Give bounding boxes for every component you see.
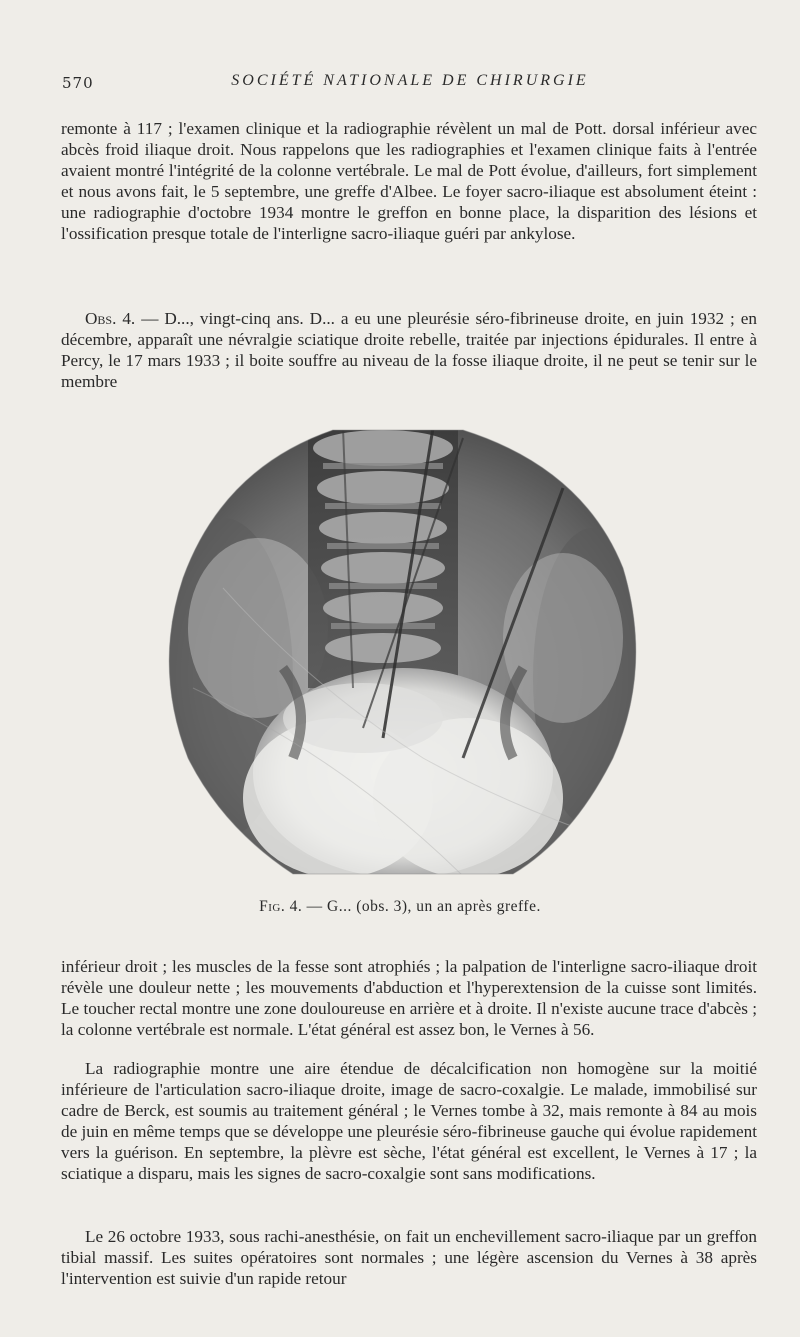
paragraph-continuation: remonte à 117 ; l'examen clinique et la radiographie révèlent un mal de Pott. dorsal inférieur avec abcès froid iliaque droit. Nous rappelons que les radiographies et l'examen clinique faits à l'entrée avaient montré l'intégrité de la colonne vertébrale. Le mal de Pott évolue, d'ailleurs, fort simplement et nous avons fait, le 5 septembre, une greffe d'Albee. Le foyer sacro-iliaque est absolument éteint : une radiographie d'octobre 1934 montre le greffon en bonne place, la disparition des lésions et l'ossification presque totale de l'interligne sacro-iliaque guéri par ankylose. bbox=[61, 119, 757, 243]
paragraph-operation: Le 26 octobre 1933, sous rachi-anesthésie, on fait un enchevillement sacro-iliaque par un greffon tibial massif. Les suites opératoires sont normales ; une légère ascension du Vernes à 38 après l'intervention est suivie d'un rapide retour bbox=[61, 1227, 757, 1288]
observation-label: Obs. 4. bbox=[85, 309, 136, 328]
page-header bbox=[62, 72, 758, 98]
running-title: SOCIÉTÉ NATIONALE DE CHIRURGIE bbox=[231, 72, 589, 89]
observation-text: — D..., vingt-cinq ans. D... a eu une pleurésie séro-fibrineuse droite, en juin 1932 ; en décembre, apparaît une névralgie sciatique droite rebelle, traitée par injections épidurales. Il entre à Percy, le 17 mars 1933 ; il boite souffre au niveau de la fosse iliaque droite, il ne peut se tenir sur le membre bbox=[61, 309, 757, 391]
figure-caption-text: — G... (obs. 3), un an après greffe. bbox=[302, 898, 541, 915]
figure-label: Fig. 4. bbox=[259, 898, 303, 915]
radiograph-image bbox=[163, 428, 641, 876]
figure-caption bbox=[0, 898, 800, 916]
page-number: 570 bbox=[62, 74, 94, 92]
paragraph-observation-4 bbox=[61, 308, 757, 392]
paragraph-radiography: La radiographie montre une aire étendue de décalcification non homogène sur la moitié inférieure de l'articulation sacro-iliaque droite, image de sacro-coxalgie. Le malade, immobilisé sur cadre de Berck, est soumis au traitement général ; le Vernes tombe à 32, mais remonte à 84 au mois de juin en même temps que se développe une pleurésie séro-fibrineuse gauche qui évolue rapidement vers la guérison. En septembre, la plèvre est sèche, l'état général est excellent, le Vernes à 17 ; la sciatique a disparu, mais les signes de sacro-coxalgie sont sans modifications. bbox=[61, 1059, 757, 1183]
radiograph-figure bbox=[163, 428, 641, 876]
paragraph-clinical-exam: inférieur droit ; les muscles de la fesse sont atrophiés ; la palpation de l'interligne sacro-iliaque droit révèle une douleur nette ; les mouvements d'abduction et l'hyperextension de la cuisse sont limités. Le toucher rectal montre une zone douloureuse en arrière et à droite. Il n'existe aucune trace d'abcès ; la colonne vertébrale est normale. L'état général est assez bon, le Vernes à 56. bbox=[61, 957, 757, 1039]
